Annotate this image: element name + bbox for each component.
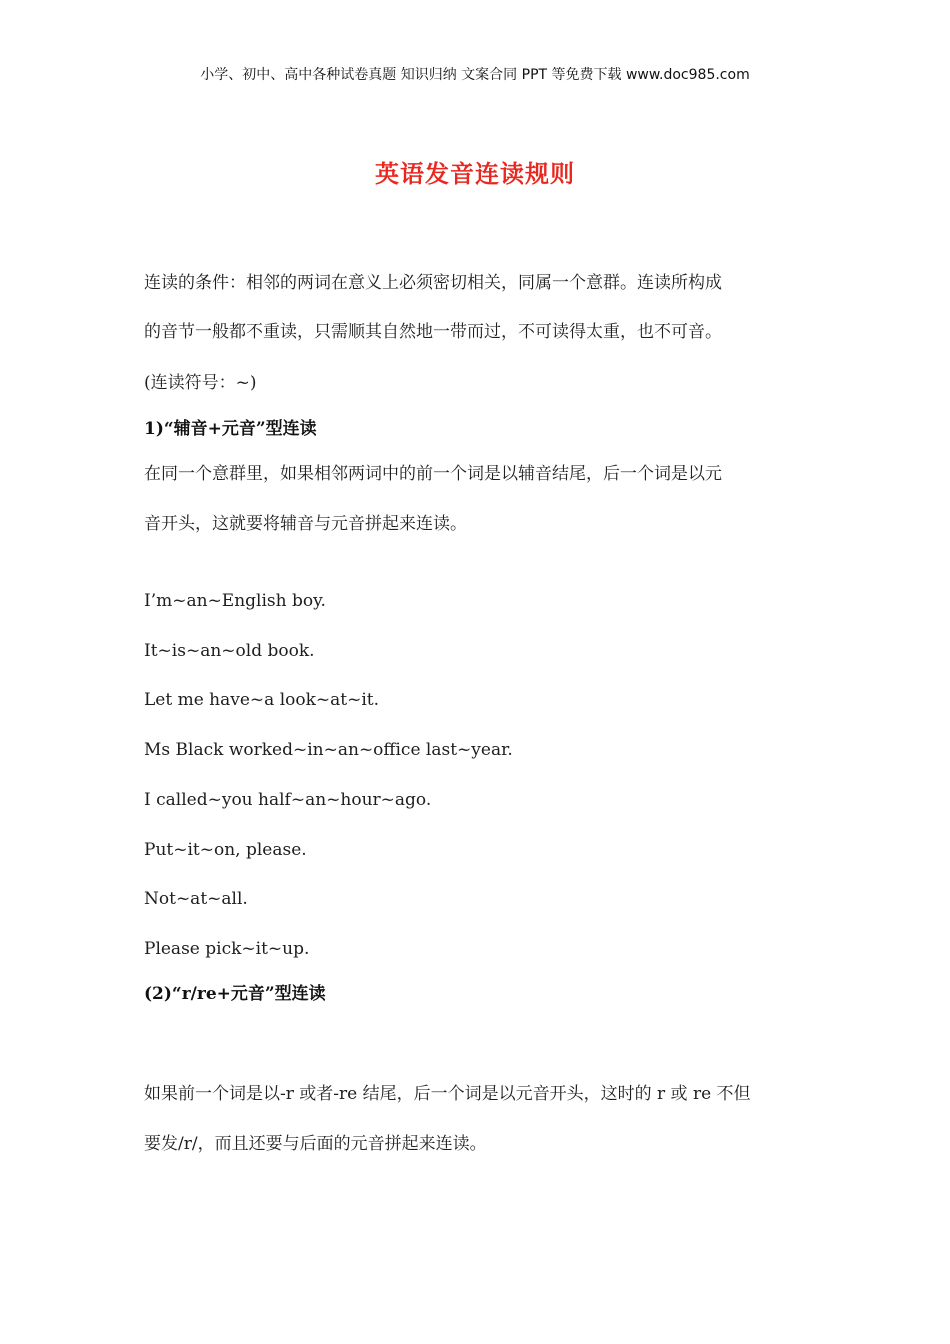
- example-sentence: Ms Black worked~in~an~office last~year.: [144, 740, 513, 760]
- page-header-banner: 小学、初中、高中各种试卷真题 知识归纳 文案合同 PPT 等免费下载 www.doc985.com: [200, 67, 750, 83]
- document-title: 英语发音连读规则: [375, 159, 575, 188]
- example-sentence: I called~you half~an~hour~ago.: [144, 790, 432, 810]
- example-sentence: Put~it~on, please.: [144, 840, 307, 860]
- section-1-desc-line-2: 音开头，这就要将辅音与元音拼起来连读。: [144, 514, 467, 534]
- intro-line-1: 连读的条件：相邻的两词在意义上必须密切相关，同属一个意群。连读所构成: [144, 273, 722, 293]
- example-sentence: Let me have~a look~at~it.: [144, 690, 380, 710]
- intro-line-2: 的音节一般都不重读，只需顺其自然地一带而过，不可读得太重，也不可音。: [144, 322, 722, 342]
- section-1-heading: 1)“辅音+元音”型连读: [144, 419, 317, 439]
- example-sentence: Please pick~it~up.: [144, 939, 310, 959]
- example-sentence: Not~at~all.: [144, 889, 248, 909]
- section-2-desc-line-1: 如果前一个词是以-r 或者-re 结尾，后一个词是以元音开头，这时的 r 或 re 不但: [144, 1084, 751, 1104]
- section-2-heading: (2)“r/re+元音”型连读: [144, 984, 326, 1004]
- example-sentence: I’m~an~English boy.: [144, 591, 326, 611]
- example-sentence: It~is~an~old book.: [144, 641, 315, 661]
- linking-symbol-note: (连读符号：~): [144, 373, 257, 393]
- section-2-desc-line-2: 要发/r/，而且还要与后面的元音拼起来连读。: [144, 1134, 487, 1154]
- section-1-desc-line-1: 在同一个意群里，如果相邻两词中的前一个词是以辅音结尾，后一个词是以元: [144, 464, 722, 484]
